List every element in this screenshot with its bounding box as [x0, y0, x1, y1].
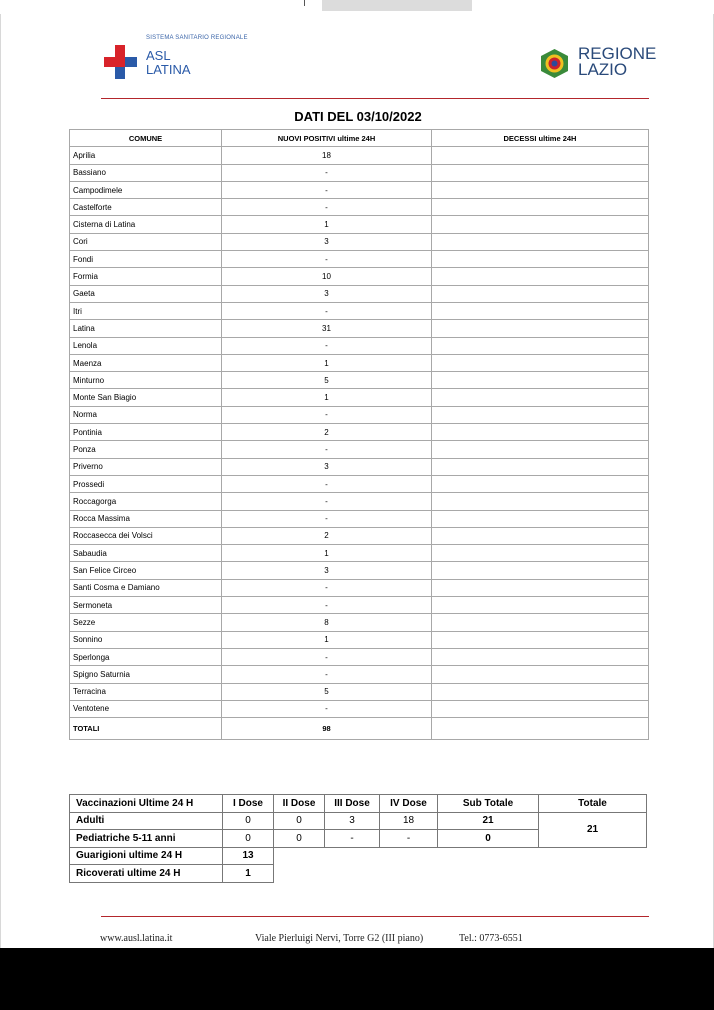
vaccinations-table [69, 794, 647, 883]
regione-lazio-name [578, 46, 656, 78]
table-body [70, 147, 649, 740]
decessi-cell [432, 354, 649, 371]
table-row [70, 251, 649, 268]
decessi-cell [432, 233, 649, 250]
table-row [70, 527, 649, 544]
page-title: DATI DEL 03/10/2022 [294, 109, 422, 124]
column-header-decessi: DECESSI ultime 24H [432, 130, 649, 147]
vax-header-row [70, 795, 647, 813]
positivi-cell: - [222, 493, 432, 510]
positivi-cell: - [222, 700, 432, 717]
table-row [70, 631, 649, 648]
footer-website[interactable]: www.ausl.latina.it [100, 933, 173, 944]
table-row [70, 268, 649, 285]
positivi-cell: 1 [222, 631, 432, 648]
positivi-cell: 18 [222, 147, 432, 164]
table-row [70, 683, 649, 700]
vax-adulti-dose4: 18 [380, 812, 438, 830]
positivi-cell: 10 [222, 268, 432, 285]
decessi-cell [432, 545, 649, 562]
vax-adulti-dose2: 0 [274, 812, 325, 830]
table-row [70, 354, 649, 371]
vax-adulti-row [70, 812, 647, 830]
decessi-cell [432, 372, 649, 389]
positivi-cell: - [222, 406, 432, 423]
decessi-cell [432, 216, 649, 233]
zoom-field[interactable] [322, 0, 472, 11]
table-row [70, 424, 649, 441]
comune-cell: Prossedi [70, 475, 222, 492]
positivi-cell: 3 [222, 458, 432, 475]
toolbar-separator [304, 0, 305, 6]
comune-cell: Sermoneta [70, 597, 222, 614]
table-row [70, 475, 649, 492]
total-positivi: 98 [222, 718, 432, 740]
vax-pediatriche-dose1: 0 [223, 830, 274, 848]
header-divider [101, 98, 649, 99]
region-line2: LAZIO [578, 60, 628, 79]
positives-table [69, 129, 649, 740]
vax-pediatriche-label: Pediatriche 5-11 anni [70, 830, 223, 848]
comune-cell: Roccasecca dei Volsci [70, 527, 222, 544]
positivi-cell: - [222, 302, 432, 319]
regione-lazio-emblem-icon [539, 48, 570, 79]
decessi-cell [432, 285, 649, 302]
comune-cell: Campodimele [70, 181, 222, 198]
comune-cell: Terracina [70, 683, 222, 700]
decessi-cell [432, 493, 649, 510]
comune-cell: Formia [70, 268, 222, 285]
footer-divider [101, 916, 649, 917]
positivi-cell: 1 [222, 354, 432, 371]
decessi-cell [432, 475, 649, 492]
table-row [70, 181, 649, 198]
table-row [70, 579, 649, 596]
comune-cell: Sezze [70, 614, 222, 631]
comune-cell: Minturno [70, 372, 222, 389]
table-row [70, 510, 649, 527]
decessi-cell [432, 268, 649, 285]
comune-cell: Rocca Massima [70, 510, 222, 527]
decessi-cell [432, 406, 649, 423]
decessi-cell [432, 251, 649, 268]
positivi-cell: 1 [222, 545, 432, 562]
comune-cell: Pontinia [70, 424, 222, 441]
positivi-cell: - [222, 475, 432, 492]
comune-cell: Itri [70, 302, 222, 319]
asl-subtitle: SISTEMA SANITARIO REGIONALE [146, 35, 248, 41]
table-row [70, 562, 649, 579]
total-label: TOTALI [70, 718, 222, 740]
positivi-cell: 3 [222, 285, 432, 302]
table-row [70, 441, 649, 458]
vax-pediatriche-subtotal: 0 [438, 830, 539, 848]
comune-cell: Sabaudia [70, 545, 222, 562]
positivi-cell: 5 [222, 683, 432, 700]
comune-cell: Cori [70, 233, 222, 250]
comune-cell: Maenza [70, 354, 222, 371]
vax-adulti-subtotal: 21 [438, 812, 539, 830]
positivi-cell: - [222, 164, 432, 181]
column-header-positivi: NUOVI POSITIVI ultime 24H [222, 130, 432, 147]
decessi-cell [432, 337, 649, 354]
decessi-cell [432, 648, 649, 665]
table-row [70, 147, 649, 164]
positivi-cell: 1 [222, 216, 432, 233]
comune-cell: Priverno [70, 458, 222, 475]
table-row [70, 700, 649, 717]
vax-header-subtotal: Sub Totale [438, 795, 539, 813]
comune-cell: Bassiano [70, 164, 222, 181]
column-header-comune: COMUNE [70, 130, 222, 147]
vax-header-dose1: I Dose [223, 795, 274, 813]
positivi-cell: - [222, 181, 432, 198]
positivi-cell: - [222, 648, 432, 665]
decessi-cell [432, 147, 649, 164]
positivi-cell: - [222, 579, 432, 596]
decessi-cell [432, 441, 649, 458]
table-row [70, 545, 649, 562]
decessi-cell [432, 527, 649, 544]
decessi-cell [432, 320, 649, 337]
vax-total: 21 [539, 812, 647, 847]
comune-cell: Fondi [70, 251, 222, 268]
table-row [70, 285, 649, 302]
positivi-cell: 3 [222, 562, 432, 579]
comune-cell: Latina [70, 320, 222, 337]
footer-address: Viale Pierluigi Nervi, Torre G2 (III piano) [255, 933, 424, 944]
comune-cell: San Felice Circeo [70, 562, 222, 579]
comune-cell: Sperlonga [70, 648, 222, 665]
positivi-cell: 31 [222, 320, 432, 337]
decessi-cell [432, 683, 649, 700]
vax-adulti-dose1: 0 [223, 812, 274, 830]
positivi-cell: - [222, 199, 432, 216]
decessi-cell [432, 700, 649, 717]
decessi-cell [432, 562, 649, 579]
positivi-cell: - [222, 441, 432, 458]
asl-name-line2: LATINA [146, 62, 191, 77]
table-row [70, 320, 649, 337]
comune-cell: Lenola [70, 337, 222, 354]
positivi-cell: - [222, 597, 432, 614]
guarigioni-value: 13 [223, 847, 274, 865]
vax-pediatriche-dose2: 0 [274, 830, 325, 848]
positivi-cell: 3 [222, 233, 432, 250]
vax-adulti-label: Adulti [70, 812, 223, 830]
positivi-cell: 2 [222, 424, 432, 441]
vax-header-dose2: II Dose [274, 795, 325, 813]
comune-cell: Castelforte [70, 199, 222, 216]
table-row [70, 406, 649, 423]
table-row [70, 458, 649, 475]
ricoverati-label: Ricoverati ultime 24 H [70, 865, 223, 883]
decessi-cell [432, 510, 649, 527]
total-decessi [432, 718, 649, 740]
positivi-cell: - [222, 666, 432, 683]
table-row [70, 614, 649, 631]
guarigioni-label: Guarigioni ultime 24 H [70, 847, 223, 865]
comune-cell: Gaeta [70, 285, 222, 302]
asl-name [146, 49, 191, 77]
positivi-cell: - [222, 337, 432, 354]
decessi-cell [432, 424, 649, 441]
table-row [70, 597, 649, 614]
table-row [70, 666, 649, 683]
vax-header-total: Totale [539, 795, 647, 813]
decessi-cell [432, 389, 649, 406]
table-row [70, 648, 649, 665]
table-header-row [70, 130, 649, 147]
comune-cell: Spigno Saturnia [70, 666, 222, 683]
positivi-cell: - [222, 510, 432, 527]
comune-cell: Ponza [70, 441, 222, 458]
table-row [70, 216, 649, 233]
region-line1: REGIONE [578, 44, 657, 63]
comune-cell: Santi Cosma e Damiano [70, 579, 222, 596]
decessi-cell [432, 666, 649, 683]
vax-header-dose3: III Dose [325, 795, 380, 813]
vax-adulti-dose3: 3 [325, 812, 380, 830]
viewer-toolbar [0, 0, 714, 14]
table-row [70, 199, 649, 216]
decessi-cell [432, 597, 649, 614]
decessi-cell [432, 614, 649, 631]
ricoverati-value: 1 [223, 865, 274, 883]
comune-cell: Roccagorga [70, 493, 222, 510]
positivi-cell: 5 [222, 372, 432, 389]
decessi-cell [432, 631, 649, 648]
table-row [70, 337, 649, 354]
vax-header-label: Vaccinazioni Ultime 24 H [70, 795, 223, 813]
positivi-cell: 1 [222, 389, 432, 406]
decessi-cell [432, 164, 649, 181]
total-row [70, 718, 649, 740]
positivi-cell: 2 [222, 527, 432, 544]
footer-phone: Tel.: 0773-6551 [459, 933, 523, 944]
vax-pediatriche-dose4: - [380, 830, 438, 848]
comune-cell: Ventotene [70, 700, 222, 717]
table-row [70, 233, 649, 250]
asl-cross-logo-icon [104, 45, 137, 79]
vax-pediatriche-dose3: - [325, 830, 380, 848]
decessi-cell [432, 199, 649, 216]
guarigioni-row [70, 847, 647, 865]
comune-cell: Sonnino [70, 631, 222, 648]
decessi-cell [432, 579, 649, 596]
table-row [70, 372, 649, 389]
decessi-cell [432, 302, 649, 319]
decessi-cell [432, 458, 649, 475]
ricoverati-row [70, 865, 647, 883]
decessi-cell [432, 181, 649, 198]
comune-cell: Monte San Biagio [70, 389, 222, 406]
table-row [70, 302, 649, 319]
comune-cell: Norma [70, 406, 222, 423]
asl-name-line1: ASL [146, 48, 171, 63]
table-row [70, 389, 649, 406]
table-row [70, 493, 649, 510]
comune-cell: Aprilia [70, 147, 222, 164]
vax-header-dose4: IV Dose [380, 795, 438, 813]
table-row [70, 164, 649, 181]
positivi-cell: 8 [222, 614, 432, 631]
comune-cell: Cisterna di Latina [70, 216, 222, 233]
bottom-black-area [0, 948, 714, 1010]
positivi-cell: - [222, 251, 432, 268]
